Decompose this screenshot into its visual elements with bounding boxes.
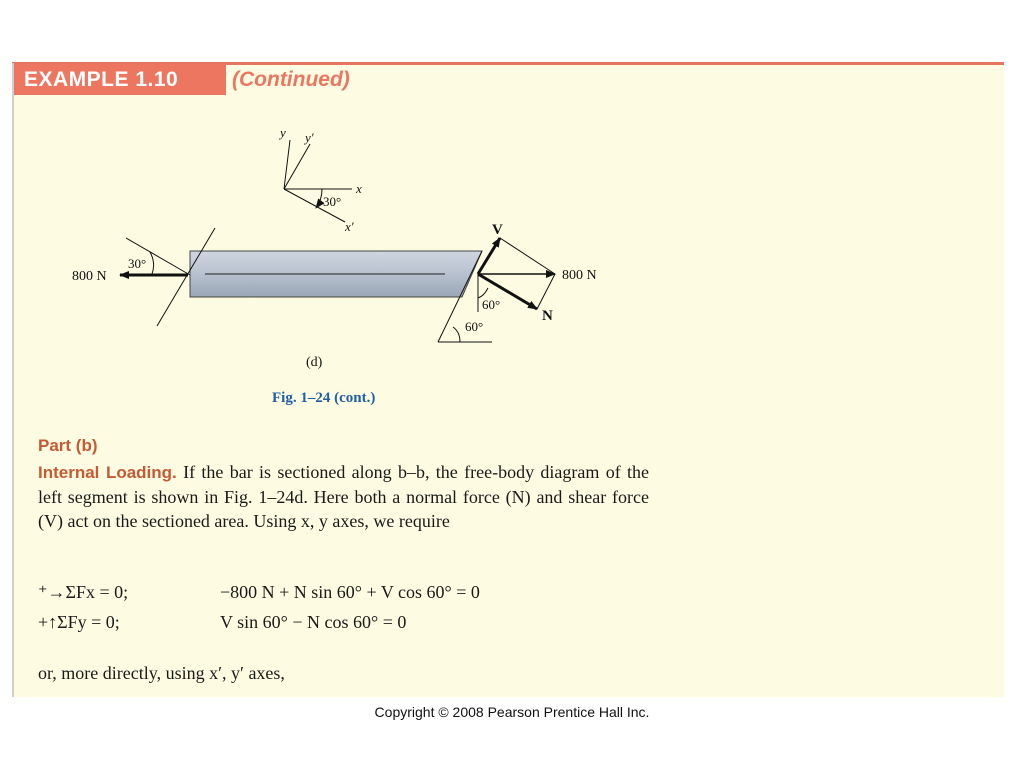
paragraph-lead: Internal Loading. <box>38 463 177 482</box>
closing-text: or, more directly, using x′, y′ axes, <box>38 663 285 683</box>
right-force-label: 800 N <box>562 268 597 283</box>
axes-angle-arc <box>316 189 322 208</box>
figure-caption: Fig. 1–24 (cont.) <box>272 390 376 406</box>
axis-y-label: y <box>280 125 286 140</box>
free-body-diagram <box>60 120 640 380</box>
equation-row <box>38 612 406 633</box>
normal-force-label: N <box>542 308 553 324</box>
example-title: EXAMPLE 1.10 <box>14 64 226 95</box>
shear-force-arrow <box>478 238 500 274</box>
equation-rhs: V sin 60° − N cos 60° = 0 <box>220 612 407 632</box>
equation-row <box>38 582 480 603</box>
axis-x-prime-label: x′ <box>345 219 354 234</box>
left-angle-arc <box>150 252 154 274</box>
equation-lhs: +↑ΣFy = 0; <box>38 612 120 632</box>
equation-lhs: ⁺→ΣFx = 0; <box>38 582 129 602</box>
upper-angle-label: 60° <box>482 297 501 312</box>
axis-y-prime-label: y′ <box>305 130 314 145</box>
left-force-label: 800 N <box>72 269 107 284</box>
axes-diagram <box>278 125 362 234</box>
paragraph-text: If the bar is sectioned along b–b, the free-body diagram of the left segment is shown in Fig. 1–24d. Here both a normal force (N) and shear force (V) act on the sectioned area. Using x, y axes, we require <box>38 462 650 531</box>
copyright-notice: Copyright © 2008 Pearson Prentice Hall Inc. <box>374 704 650 720</box>
lower-angle-arc <box>453 327 460 342</box>
component-line-b <box>537 274 555 309</box>
shear-force-label: V <box>492 222 503 238</box>
left-angle-label: 30° <box>128 256 147 271</box>
subfigure-label: (d) <box>306 355 323 370</box>
body-paragraph <box>38 460 649 533</box>
axes-angle-label: 30° <box>323 194 342 209</box>
part-heading: Part (b) <box>38 436 98 455</box>
y-prime-axis-line <box>284 144 310 189</box>
lower-angle-label: 60° <box>465 319 484 334</box>
equation-rhs: −800 N + N sin 60° + V cos 60° = 0 <box>220 582 480 602</box>
component-line-a <box>500 238 555 274</box>
continued-label: (Continued) <box>232 68 350 91</box>
left-border <box>12 63 14 697</box>
axis-x-label: x <box>356 181 362 196</box>
y-axis-line <box>284 140 290 189</box>
